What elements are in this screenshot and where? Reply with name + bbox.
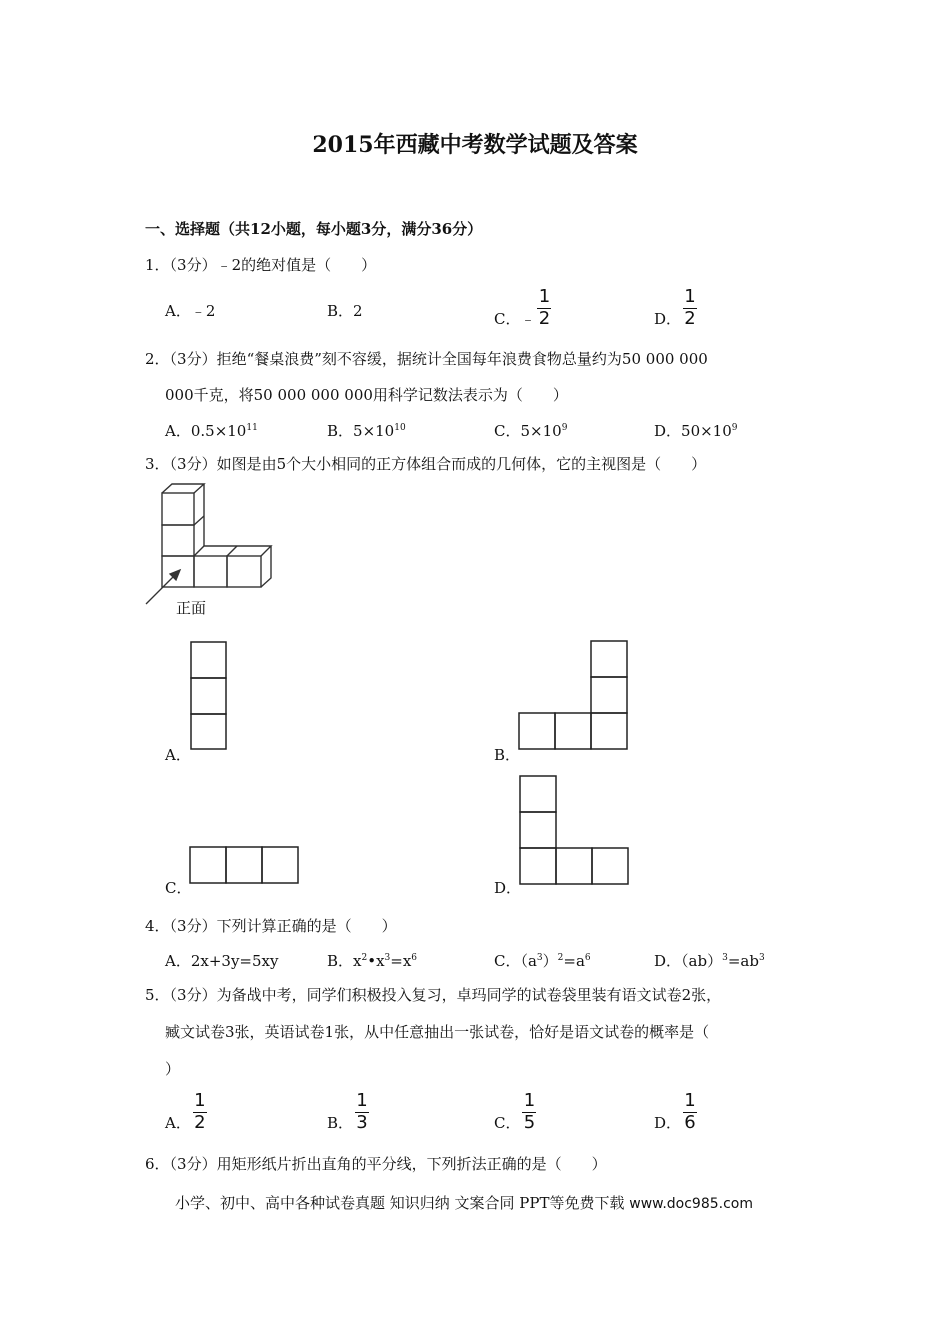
option-text: =a — [563, 952, 585, 970]
q1-option-b: B．2 — [327, 302, 363, 320]
exponent: 2 — [361, 953, 368, 963]
option-text: D．（ab） — [654, 952, 723, 970]
option-text: C．（a — [494, 952, 537, 970]
fraction-denominator: 2 — [684, 307, 696, 329]
option-text: ） — [542, 952, 558, 970]
q5-option-a-fraction — [193, 1092, 207, 1133]
q4-option-d — [654, 950, 765, 971]
q5-option-b-fraction — [355, 1092, 369, 1133]
q1-option-d-fraction — [683, 288, 697, 329]
question-3: 3．（3分）如图是由5个大小相同的正方体组合而成的几何体，它的主视图是（ ） — [145, 455, 707, 473]
q2-option-a — [165, 420, 258, 441]
fraction-denominator: 3 — [356, 1111, 368, 1133]
exponent: 9 — [561, 423, 568, 433]
exponent: 3 — [722, 953, 728, 963]
q5-option-c — [494, 1092, 536, 1133]
option-text: =ab — [727, 952, 759, 970]
question-2-line-1: 2．（3分）拒绝“餐桌浪费”刻不容缓，据统计全国每年浪费食物总量约为50 000 000 — [145, 350, 708, 368]
exponent: 3 — [384, 953, 391, 963]
page-footer — [175, 1192, 753, 1213]
figure-label-front: 正面 — [176, 599, 207, 617]
fraction-numerator: 1 — [538, 286, 551, 307]
option-text: •x — [367, 952, 385, 970]
q3-option-c-figure — [189, 846, 301, 886]
page-title: 2015年西藏中考数学试题及答案 — [312, 132, 638, 158]
q2-option-c — [494, 420, 567, 441]
q4-option-c — [494, 950, 591, 971]
exponent: 3 — [536, 953, 543, 963]
option-text: B．5×10 — [327, 422, 395, 440]
exponent: 11 — [246, 423, 258, 433]
question-5-line-2: 臧文试卷3张，英语试卷1张，从中任意抽出一张试卷，恰好是语文试卷的概率是（ — [165, 1023, 710, 1041]
option-prefix: D． — [654, 1114, 682, 1133]
option-prefix: C． — [494, 1114, 521, 1133]
q3-option-d: D． — [494, 879, 522, 897]
q3-option-a: A． — [165, 746, 191, 764]
question-1: 1．（3分）﹣2的绝对值是（ ） — [145, 256, 377, 274]
q3-option-a-figure — [190, 641, 228, 751]
q1-option-d — [654, 288, 697, 329]
footer-link[interactable]: www.doc985.com — [629, 1196, 754, 1212]
option-text: C．5×10 — [494, 422, 562, 440]
q5-option-b — [327, 1092, 369, 1133]
q4-option-a: A．2x+3y=5xy — [165, 952, 279, 970]
q1-option-a: A．﹣2 — [165, 302, 216, 320]
option-text: B．x — [327, 952, 362, 970]
q5-option-c-fraction — [522, 1092, 536, 1133]
fraction-numerator: 1 — [684, 286, 696, 307]
q3-option-d-figure — [519, 775, 631, 887]
option-text: =x — [390, 952, 412, 970]
option-text: D．50×10 — [654, 422, 732, 440]
q1-option-c — [494, 288, 551, 329]
fraction-denominator: 6 — [684, 1111, 696, 1133]
fraction-numerator: 1 — [356, 1090, 368, 1111]
question-6: 6．（3分）用矩形纸片折出直角的平分线，下列折法正确的是（ ） — [145, 1155, 607, 1173]
fraction-numerator: 1 — [523, 1090, 536, 1111]
exponent: 3 — [758, 953, 765, 963]
question-2-line-2: 000千克，将50 000 000 000用科学记数法表示为（ ） — [165, 386, 568, 404]
fraction-denominator: 5 — [523, 1111, 536, 1133]
fraction-denominator: 2 — [194, 1111, 206, 1133]
q5-option-d-fraction — [683, 1092, 697, 1133]
q2-option-d — [654, 420, 738, 441]
exponent: 6 — [411, 953, 418, 963]
option-prefix: A． — [165, 1114, 191, 1133]
question-5-line-1: 5．（3分）为备战中考，同学们积极投入复习，卓玛同学的试卷袋里装有语文试卷2张， — [145, 986, 722, 1004]
q5-option-a — [165, 1092, 207, 1133]
fraction-numerator: 1 — [684, 1090, 696, 1111]
exponent: 10 — [394, 423, 406, 433]
option-prefix: B． — [327, 1114, 354, 1133]
exponent: 9 — [731, 423, 738, 433]
q4-option-b — [327, 950, 417, 971]
q1-option-d-prefix: D． — [654, 310, 682, 329]
section-heading: 一、选择题（共12小题，每小题3分，满分36分） — [145, 220, 483, 238]
q1-option-c-fraction — [537, 288, 551, 329]
fraction-denominator: 2 — [538, 307, 551, 329]
fraction-numerator: 1 — [194, 1090, 206, 1111]
q3-option-c: C． — [165, 879, 192, 897]
exponent: 2 — [557, 953, 564, 963]
q3-solid-figure — [140, 480, 290, 620]
question-5-line-3: ） — [165, 1060, 181, 1078]
q1-option-c-prefix: C．﹣ — [494, 310, 536, 329]
q3-option-b-figure — [518, 640, 630, 752]
footer-text: 小学、初中、高中各种试卷真题 知识归纳 文案合同 PPT等免费下载 — [175, 1194, 630, 1212]
q5-option-d — [654, 1092, 697, 1133]
q3-option-b: B． — [494, 746, 521, 764]
question-4: 4．（3分）下列计算正确的是（ ） — [145, 917, 397, 935]
option-text: A．0.5×10 — [165, 422, 247, 440]
q2-option-b — [327, 420, 406, 441]
exponent: 6 — [584, 953, 591, 963]
